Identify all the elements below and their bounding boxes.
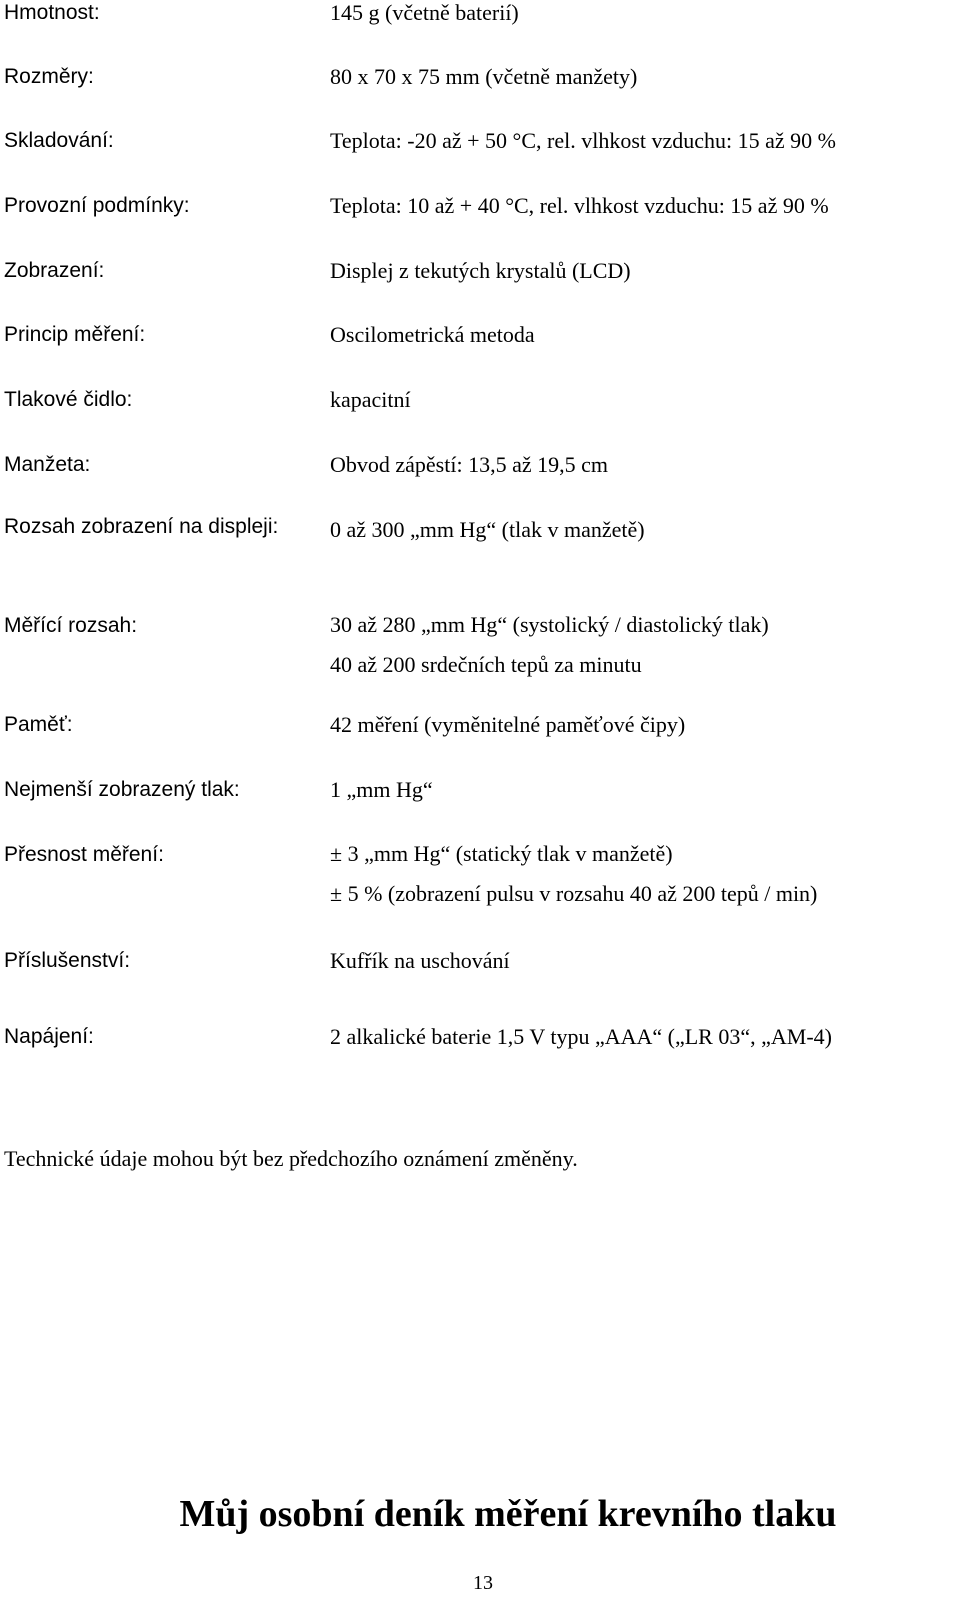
spec-label-storage: Skladování: xyxy=(4,129,114,152)
spec-value-measuring-range xyxy=(330,605,769,685)
spec-value-accessories: Kufřík na uschování xyxy=(330,948,510,973)
spec-label-display-range: Rozsah zobrazení na displeji: xyxy=(4,515,279,538)
spec-value-storage: Teplota: -20 až + 50 °C, rel. vlhkost vzduchu: 15 až 90 % xyxy=(330,128,836,153)
spec-value-memory: 42 měření (vyměnitelné paměťové čipy) xyxy=(330,712,686,737)
page-heading: Můj osobní deník měření krevního tlaku xyxy=(179,1493,837,1535)
spec-label-accessories: Příslušenství: xyxy=(4,949,131,972)
spec-label-pressure-sensor: Tlakové čidlo: xyxy=(4,388,133,411)
page-number: 13 xyxy=(473,1572,493,1594)
spec-value-accuracy-line-1: ± 3 „mm Hg“ (statický tlak v manžetě) xyxy=(330,841,673,866)
spec-value-weight: 145 g (včetně baterií) xyxy=(330,0,519,25)
spec-label-display: Zobrazení: xyxy=(4,259,105,282)
change-notice: Technické údaje mohou být bez předchozího oznámení změněny. xyxy=(4,1146,578,1171)
spec-label-measuring-principle: Princip měření: xyxy=(4,323,146,346)
spec-label-memory: Paměť: xyxy=(4,713,73,736)
spec-value-measuring-range-line-1: 30 až 280 „mm Hg“ (systolický / diastolický tlak) xyxy=(330,612,769,637)
spec-value-accuracy-line-2: ± 5 % (zobrazení pulsu v rozsahu 40 až 200 tepů / min) xyxy=(330,881,818,906)
spec-value-accuracy xyxy=(330,834,817,914)
spec-value-measuring-range-line-2: 40 až 200 srdečních tepů za minutu xyxy=(330,652,642,677)
spec-value-display: Displej z tekutých krystalů (LCD) xyxy=(330,258,631,283)
spec-value-pressure-sensor: kapacitní xyxy=(330,387,411,412)
spec-value-power-supply: 2 alkalické baterie 1,5 V typu „AAA“ („LR 03“, „AM-4) xyxy=(330,1024,832,1049)
spec-label-measuring-range: Měřící rozsah: xyxy=(4,614,138,637)
spec-value-measuring-principle: Oscilometrická metoda xyxy=(330,322,535,347)
spec-label-dimensions: Rozměry: xyxy=(4,65,94,88)
spec-value-display-range: 0 až 300 „mm Hg“ (tlak v manžetě) xyxy=(330,517,645,542)
spec-value-cuff: Obvod zápěstí: 13,5 až 19,5 cm xyxy=(330,452,608,477)
spec-label-operating-conditions: Provozní podmínky: xyxy=(4,194,190,217)
spec-label-weight: Hmotnost: xyxy=(4,1,100,24)
spec-label-power-supply: Napájení: xyxy=(4,1025,94,1048)
spec-label-cuff: Manžeta: xyxy=(4,453,91,476)
spec-label-accuracy: Přesnost měření: xyxy=(4,843,164,866)
spec-value-lowest-pressure: 1 „mm Hg“ xyxy=(330,777,433,802)
spec-label-lowest-pressure: Nejmenší zobrazený tlak: xyxy=(4,778,240,801)
spec-value-dimensions: 80 x 70 x 75 mm (včetně manžety) xyxy=(330,64,638,89)
spec-value-operating-conditions: Teplota: 10 až + 40 °C, rel. vlhkost vzduchu: 15 až 90 % xyxy=(330,193,829,218)
